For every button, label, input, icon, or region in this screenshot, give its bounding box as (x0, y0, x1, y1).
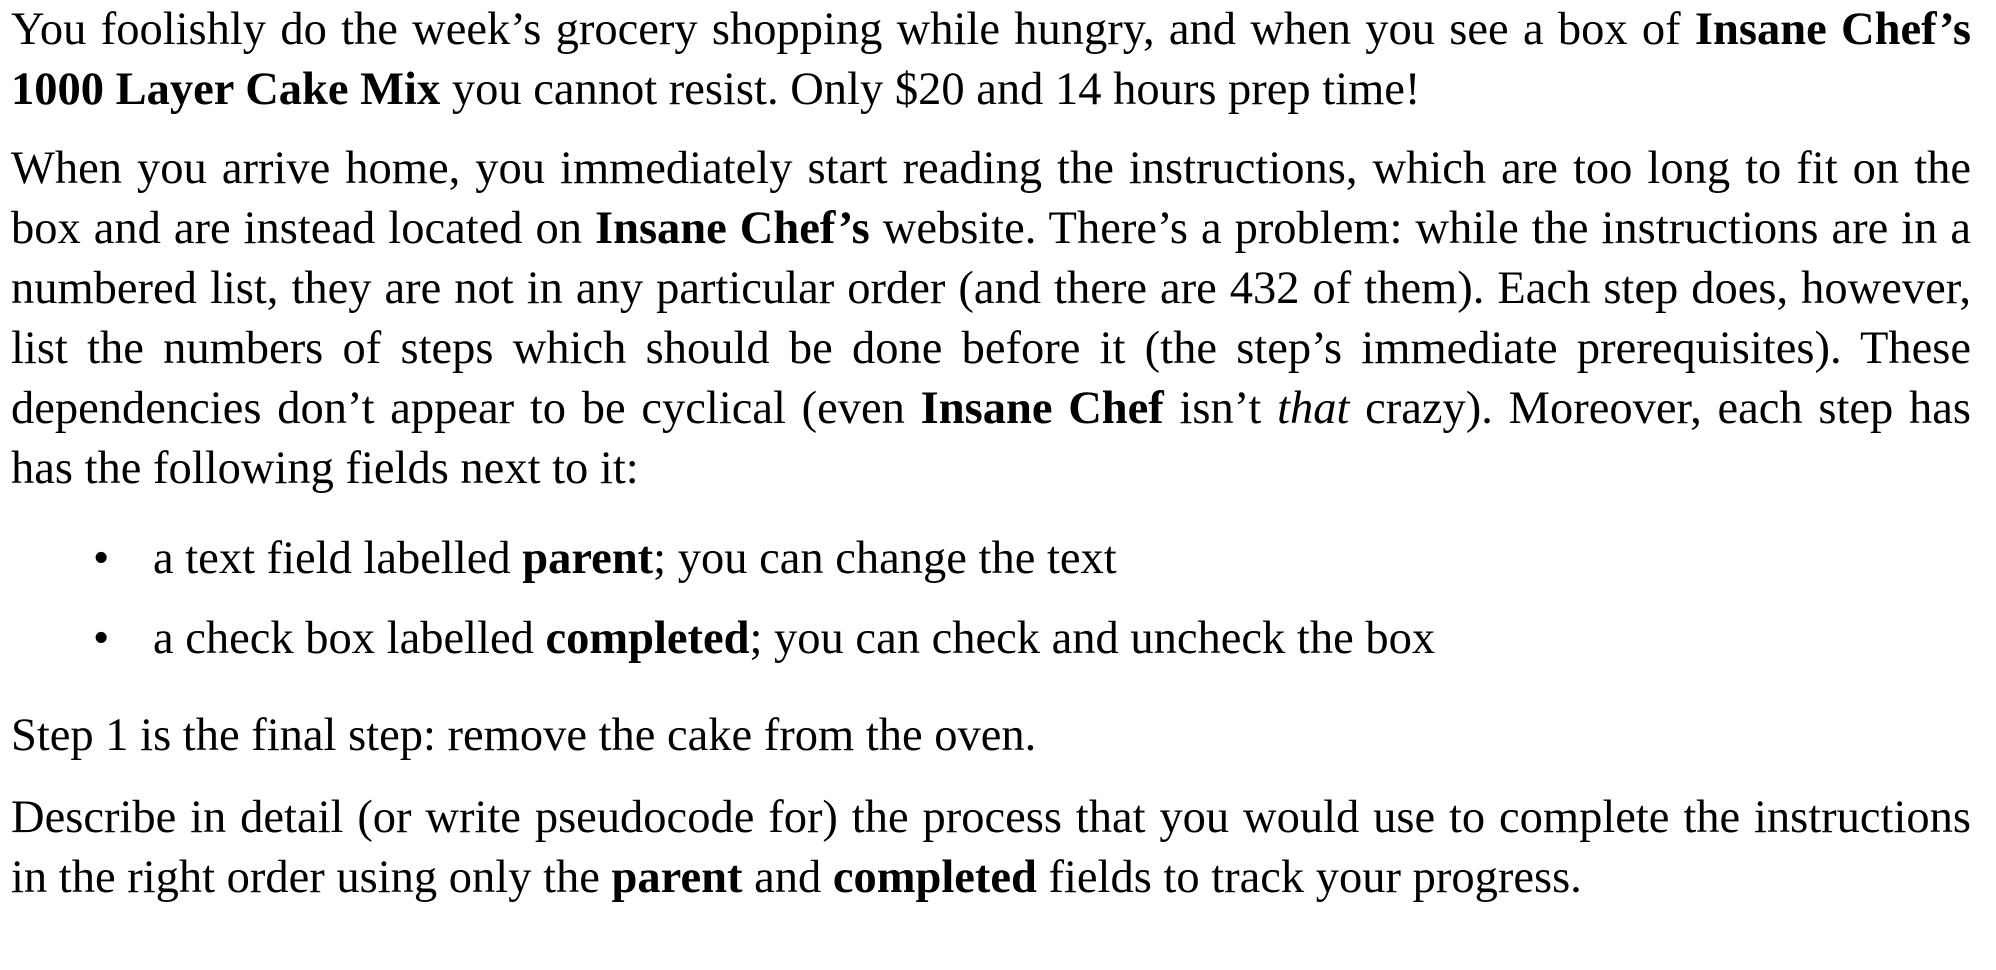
intro-paragraph (11, 0, 1971, 120)
field-label: completed (545, 613, 750, 664)
question-text-3: fields to track your progress. (1036, 852, 1582, 903)
field-text: a check box labelled (153, 613, 546, 664)
bullet-icon: • (93, 613, 110, 664)
list-item (11, 609, 1971, 669)
question-text-1: Describe in detail (or write pseudocode for) the process that you would use to complete the instructions in the right order using only the (11, 792, 1971, 903)
parent-field-name: parent (611, 852, 743, 903)
question-paragraph (11, 788, 1971, 908)
instructions-paragraph (11, 139, 1971, 499)
intro-text: You foolishly do the week’s grocery shopping while hungry, and when you see a box of (11, 4, 1695, 55)
product-name: Insane Chef’s 1000 Layer Cake Mix (11, 4, 1971, 115)
problem-statement (11, 0, 1971, 908)
bullet-icon: • (93, 533, 110, 584)
brand-name-2: Insane Chef (920, 383, 1164, 434)
emphasis-that: that (1277, 383, 1350, 434)
list-item (11, 529, 1971, 589)
completed-field-name: completed (832, 852, 1037, 903)
field-label: parent (522, 533, 654, 584)
instructions-text-4: crazy). Moreover, each step has has the following fields next to it: (11, 383, 1971, 494)
instructions-text-1: When you arrive home, you immediately start reading the instructions, which are too long to fit on the box and are instead located on (11, 143, 1971, 254)
fields-list (11, 529, 1971, 669)
field-text: a text field labelled (153, 533, 523, 584)
brand-name: Insane Chef’s (594, 203, 870, 254)
question-text-2: and (742, 852, 833, 903)
field-text-end: ; you can change the text (653, 533, 1117, 584)
field-text-end: ; you can check and uncheck the box (749, 613, 1436, 664)
intro-text-end: you cannot resist. Only $20 and 14 hours prep time! (440, 64, 1421, 115)
instructions-text-3: isn’t (1163, 383, 1278, 434)
final-step-paragraph: Step 1 is the final step: remove the cake from the oven. (11, 710, 1037, 761)
instructions-text-2: website. There’s a problem: while the instructions are in a numbered list, they are not in any particular order (and there are 432 of them). Each step does, however, list the numbers of steps which should be done before it (the step’s immediate prerequisites). These dependencies don’t appear to be cyclical (even (11, 203, 1971, 434)
